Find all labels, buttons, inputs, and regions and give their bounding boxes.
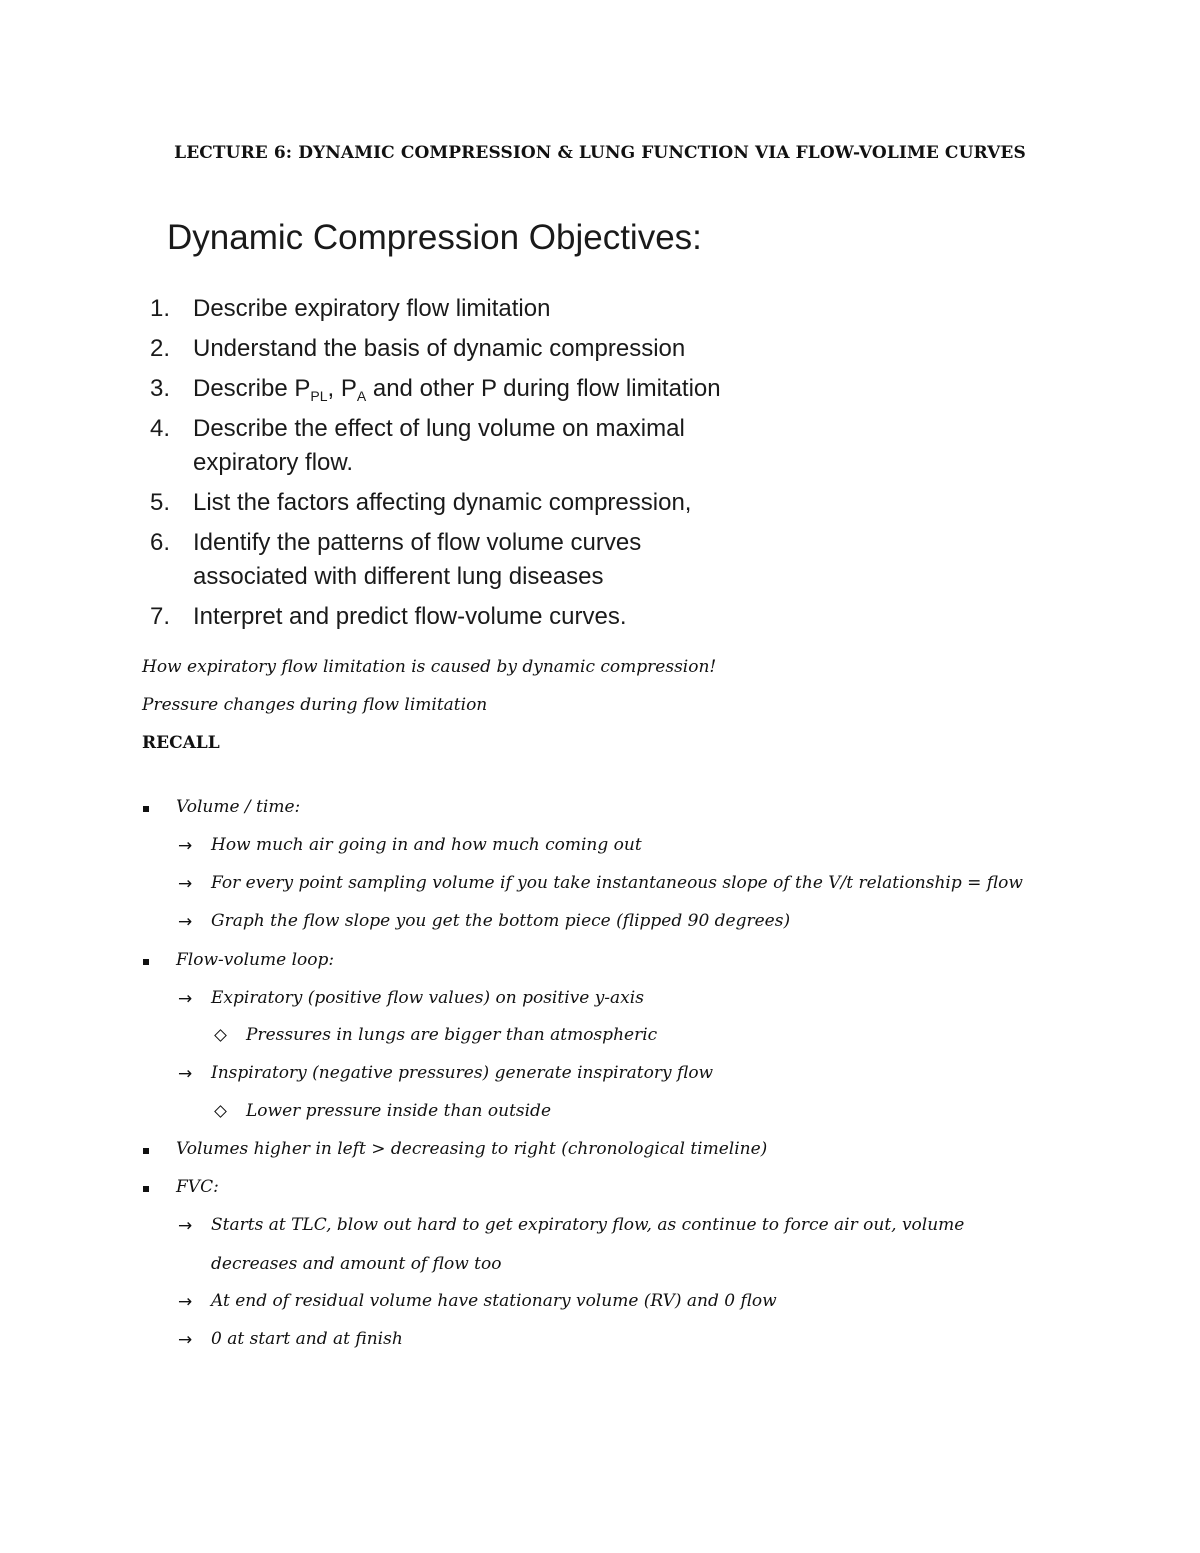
objective-item	[150, 526, 850, 594]
objective-text-part: and other P during flow limitation	[366, 375, 721, 402]
subscript-a: A	[356, 388, 367, 404]
arrow-right-icon: →	[178, 1216, 193, 1236]
square-bullet-icon	[143, 1148, 149, 1154]
note-level2: Inspiratory (negative pressures) generate inspiratory flow	[211, 1063, 714, 1083]
objective-item	[150, 292, 850, 326]
note-level1: Volume / time:	[176, 797, 301, 817]
note-level3: Lower pressure inside than outside	[246, 1101, 552, 1121]
objective-text: Identify the patterns of flow volume curves	[193, 529, 642, 556]
objective-number: 4.	[150, 415, 171, 442]
objectives-list	[150, 292, 850, 640]
objective-text: Describe expiratory flow limitation	[193, 295, 551, 322]
note-level2: At end of residual volume have stationary volume (RV) and 0 flow	[211, 1291, 777, 1311]
objective-item	[150, 600, 850, 634]
note-level1: FVC:	[176, 1177, 219, 1197]
lecture-title: LECTURE 6: DYNAMIC COMPRESSION & LUNG FUNCTION VIA FLOW-VOLIME CURVES	[174, 143, 1026, 163]
objective-text-part: , P	[327, 375, 357, 402]
note-level2: For every point sampling volume if you take instantaneous slope of the V/t relationship = flow	[211, 873, 1023, 893]
arrow-right-icon: →	[178, 1064, 193, 1084]
objective-number: 6.	[150, 529, 171, 556]
note-level2: 0 at start and at finish	[211, 1329, 403, 1349]
intro-line: How expiratory flow limitation is caused by dynamic compression!	[142, 657, 717, 677]
recall-heading: RECALL	[142, 733, 220, 753]
note-level1: Volumes higher in left > decreasing to right (chronological timeline)	[176, 1139, 768, 1159]
arrow-right-icon: →	[178, 874, 193, 894]
square-bullet-icon	[143, 806, 149, 812]
objective-number: 3.	[150, 375, 171, 402]
note-level2: How much air going in and how much coming out	[211, 835, 642, 855]
objective-item	[150, 372, 850, 406]
objective-text: Describe the effect of lung volume on maximal	[193, 415, 685, 442]
square-bullet-icon	[143, 959, 149, 965]
arrow-right-icon: →	[178, 836, 193, 856]
square-bullet-icon	[143, 1186, 149, 1192]
objective-text: List the factors affecting dynamic compression,	[193, 489, 692, 516]
objective-text: associated with different lung diseases	[193, 563, 604, 590]
arrow-right-icon: →	[178, 1330, 193, 1350]
objective-number: 5.	[150, 489, 171, 516]
objective-number: 7.	[150, 603, 171, 630]
objectives-heading: Dynamic Compression Objectives:	[167, 218, 702, 257]
arrow-right-icon: →	[178, 1292, 193, 1312]
objective-text: Interpret and predict flow-volume curves.	[193, 603, 627, 630]
note-level2-continued: decreases and amount of flow too	[211, 1254, 502, 1274]
arrow-right-icon: →	[178, 989, 193, 1009]
note-level2: Expiratory (positive flow values) on positive y-axis	[211, 988, 644, 1008]
objective-number: 1.	[150, 295, 171, 322]
subscript-pl: PL	[310, 388, 328, 404]
objective-text-part: Describe P	[193, 375, 311, 402]
objective-text	[193, 375, 721, 402]
objective-text: expiratory flow.	[193, 449, 354, 476]
note-level1: Flow-volume loop:	[176, 950, 335, 970]
diamond-outline-icon	[214, 1029, 227, 1042]
note-level3: Pressures in lungs are bigger than atmospheric	[246, 1025, 658, 1045]
objective-item	[150, 412, 850, 480]
arrow-right-icon: →	[178, 912, 193, 932]
note-level2: Graph the flow slope you get the bottom piece (flipped 90 degrees)	[211, 911, 791, 931]
objective-text: Understand the basis of dynamic compression	[193, 335, 686, 362]
objective-number: 2.	[150, 335, 171, 362]
intro-line: Pressure changes during flow limitation	[142, 695, 488, 715]
objective-item	[150, 486, 850, 520]
note-level2: Starts at TLC, blow out hard to get expiratory flow, as continue to force air out, volume	[211, 1215, 965, 1235]
objective-item	[150, 332, 850, 366]
diamond-outline-icon	[214, 1105, 227, 1118]
